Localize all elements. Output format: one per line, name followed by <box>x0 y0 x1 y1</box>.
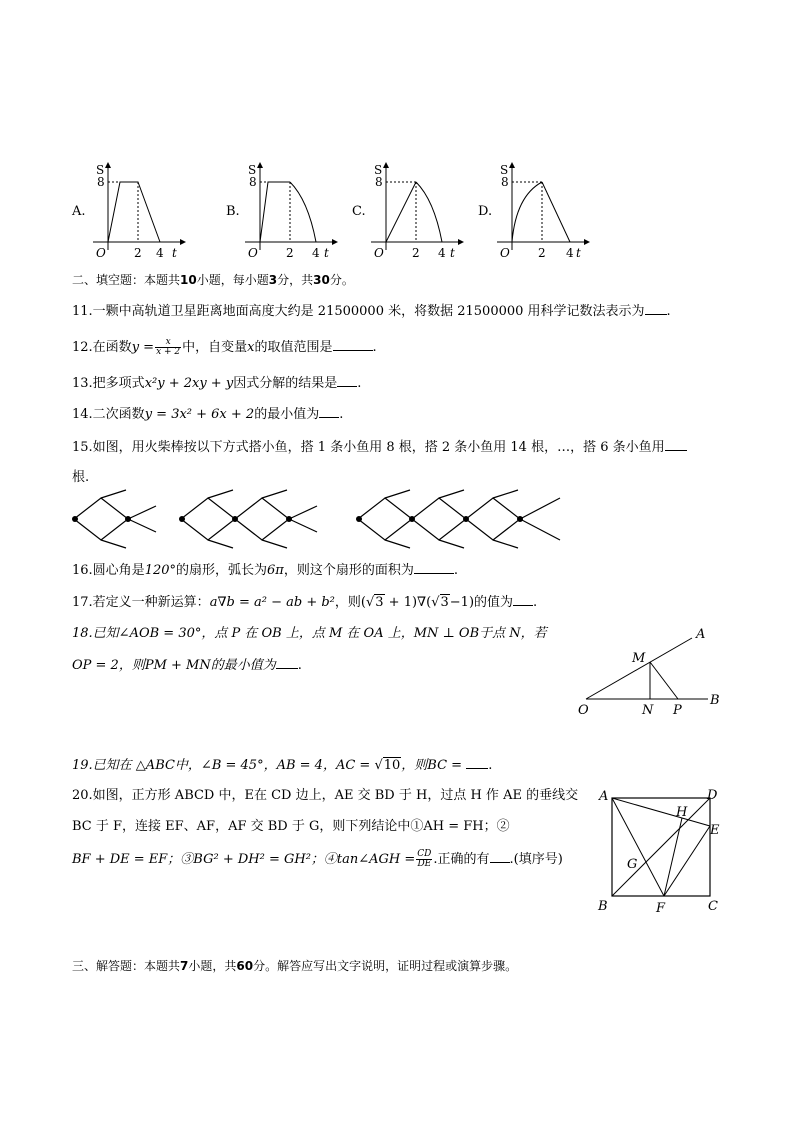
label-A: A <box>599 789 609 804</box>
label-G: G <box>627 857 638 872</box>
option-a-graph <box>88 160 188 260</box>
x-axis-label: t <box>324 246 329 260</box>
y-tick-8: 8 <box>375 175 383 189</box>
x-tick-2: 2 <box>538 246 546 260</box>
x-tick-4: 4 <box>156 246 164 260</box>
label-C: C <box>708 899 718 914</box>
label-H: H <box>676 805 688 820</box>
label-O: O <box>578 703 589 718</box>
section2-heading: 二、填空题：本题共10小题，每小题3分，共30分。 <box>72 273 354 287</box>
label-B: B <box>710 693 720 708</box>
x-tick-2: 2 <box>286 246 294 260</box>
y-axis-label: S <box>248 163 257 177</box>
label-F: F <box>656 901 666 916</box>
question-12: 12.在函数y = $\frac{x}{x + 2}$ 中，自变量x的取值范围是 . <box>72 337 377 357</box>
origin-label: O <box>374 246 384 260</box>
y-axis-label: S <box>96 163 105 177</box>
x-tick-4: 4 <box>438 246 446 260</box>
label-B: B <box>598 899 608 914</box>
question-20-line2: BC 于 F，连接 EF、AF，AF 交 BD 于 G，则下列结论中①AH = FH；② <box>72 819 510 834</box>
label-A: A <box>696 627 706 642</box>
question-20-line3: BF + DE = EF；③BG² + DH² = GH²；④tan∠AGH = $\frac{CD}{DE}$ .正确的有 .(填序号) <box>72 849 563 869</box>
label-M: M <box>632 651 646 666</box>
origin-label: O <box>500 246 510 260</box>
question-13: 13.把多项式x²y + 2xy + y因式分解的结果是 . <box>72 376 362 391</box>
y-tick-8: 8 <box>249 175 257 189</box>
origin-label: O <box>96 246 106 260</box>
question-15-line2: 根. <box>72 470 90 485</box>
option-c-graph <box>366 160 466 260</box>
option-c-label: C. <box>352 204 366 219</box>
x-tick-4: 4 <box>312 246 320 260</box>
question-14: 14.二次函数y = 3x² + 6x + 2的最小值为 . <box>72 407 344 422</box>
section3-heading: 三、解答题：本题共7小题，共60分。解答应写出文字说明，证明过程或演算步骤。 <box>72 959 518 973</box>
y-axis-label: S <box>500 163 509 177</box>
question-17: 17.若定义一种新运算：a∇b = a² − ab + b²，则(√3 + 1)∇(√3−1)的值为 . <box>72 595 538 610</box>
label-N: N <box>642 703 654 718</box>
y-tick-8: 8 <box>501 175 509 189</box>
fraction: $\frac{x}{x + 2}$ <box>156 337 181 357</box>
x-tick-2: 2 <box>134 246 142 260</box>
x-axis-label: t <box>576 246 581 260</box>
x-tick-2: 2 <box>412 246 420 260</box>
matchstick-fish-figure <box>66 488 576 550</box>
x-axis-label: t <box>172 246 177 260</box>
figure-20 <box>594 786 724 918</box>
y-tick-8: 8 <box>97 175 105 189</box>
x-axis-label: t <box>450 246 455 260</box>
y-axis-label: S <box>374 163 383 177</box>
question-20-line1: 20.如图，正方形 ABCD 中，E在 CD 边上，AE 交 BD 于 H，过点 H 作 AE 的垂线交 <box>72 788 579 803</box>
question-18-line1: 18.已知∠AOB = 30°，点 P 在 OB 上，点 M 在 OA 上，MN ⊥ OB于点 N，若 <box>72 626 547 641</box>
option-d-graph <box>492 160 592 260</box>
option-b-label: B. <box>226 204 240 219</box>
fraction: $\frac{CD}{DE}$ <box>417 849 432 869</box>
option-a-label: A. <box>72 204 86 219</box>
label-D: D <box>707 788 718 803</box>
question-18-line2: OP = 2，则PM + MN的最小值为 . <box>72 658 302 673</box>
question-19: 19.已知在 △ABC中，∠B = 45°，AB = 4，AC = √10，则BC = . <box>72 758 493 773</box>
option-b-graph <box>240 160 340 260</box>
origin-label: O <box>248 246 258 260</box>
figure-18 <box>574 624 724 718</box>
question-15-line1: 15.如图，用火柴棒按以下方式搭小鱼，搭 1 条小鱼用 8 根，搭 2 条小鱼用 14 根，…，搭 6 条小鱼用 <box>72 438 687 457</box>
x-tick-4: 4 <box>566 246 574 260</box>
option-d-label: D. <box>478 204 493 219</box>
question-16: 16.圆心角是120°的扇形，弧长为6π，则这个扇形的面积为 . <box>72 563 459 578</box>
question-11: 11.一颗中高轨道卫星距离地面高度大约是 21500000 米，将数据 21500000 用科学记数法表示为 . <box>72 304 671 319</box>
label-P: P <box>673 703 682 718</box>
label-E: E <box>710 823 720 838</box>
